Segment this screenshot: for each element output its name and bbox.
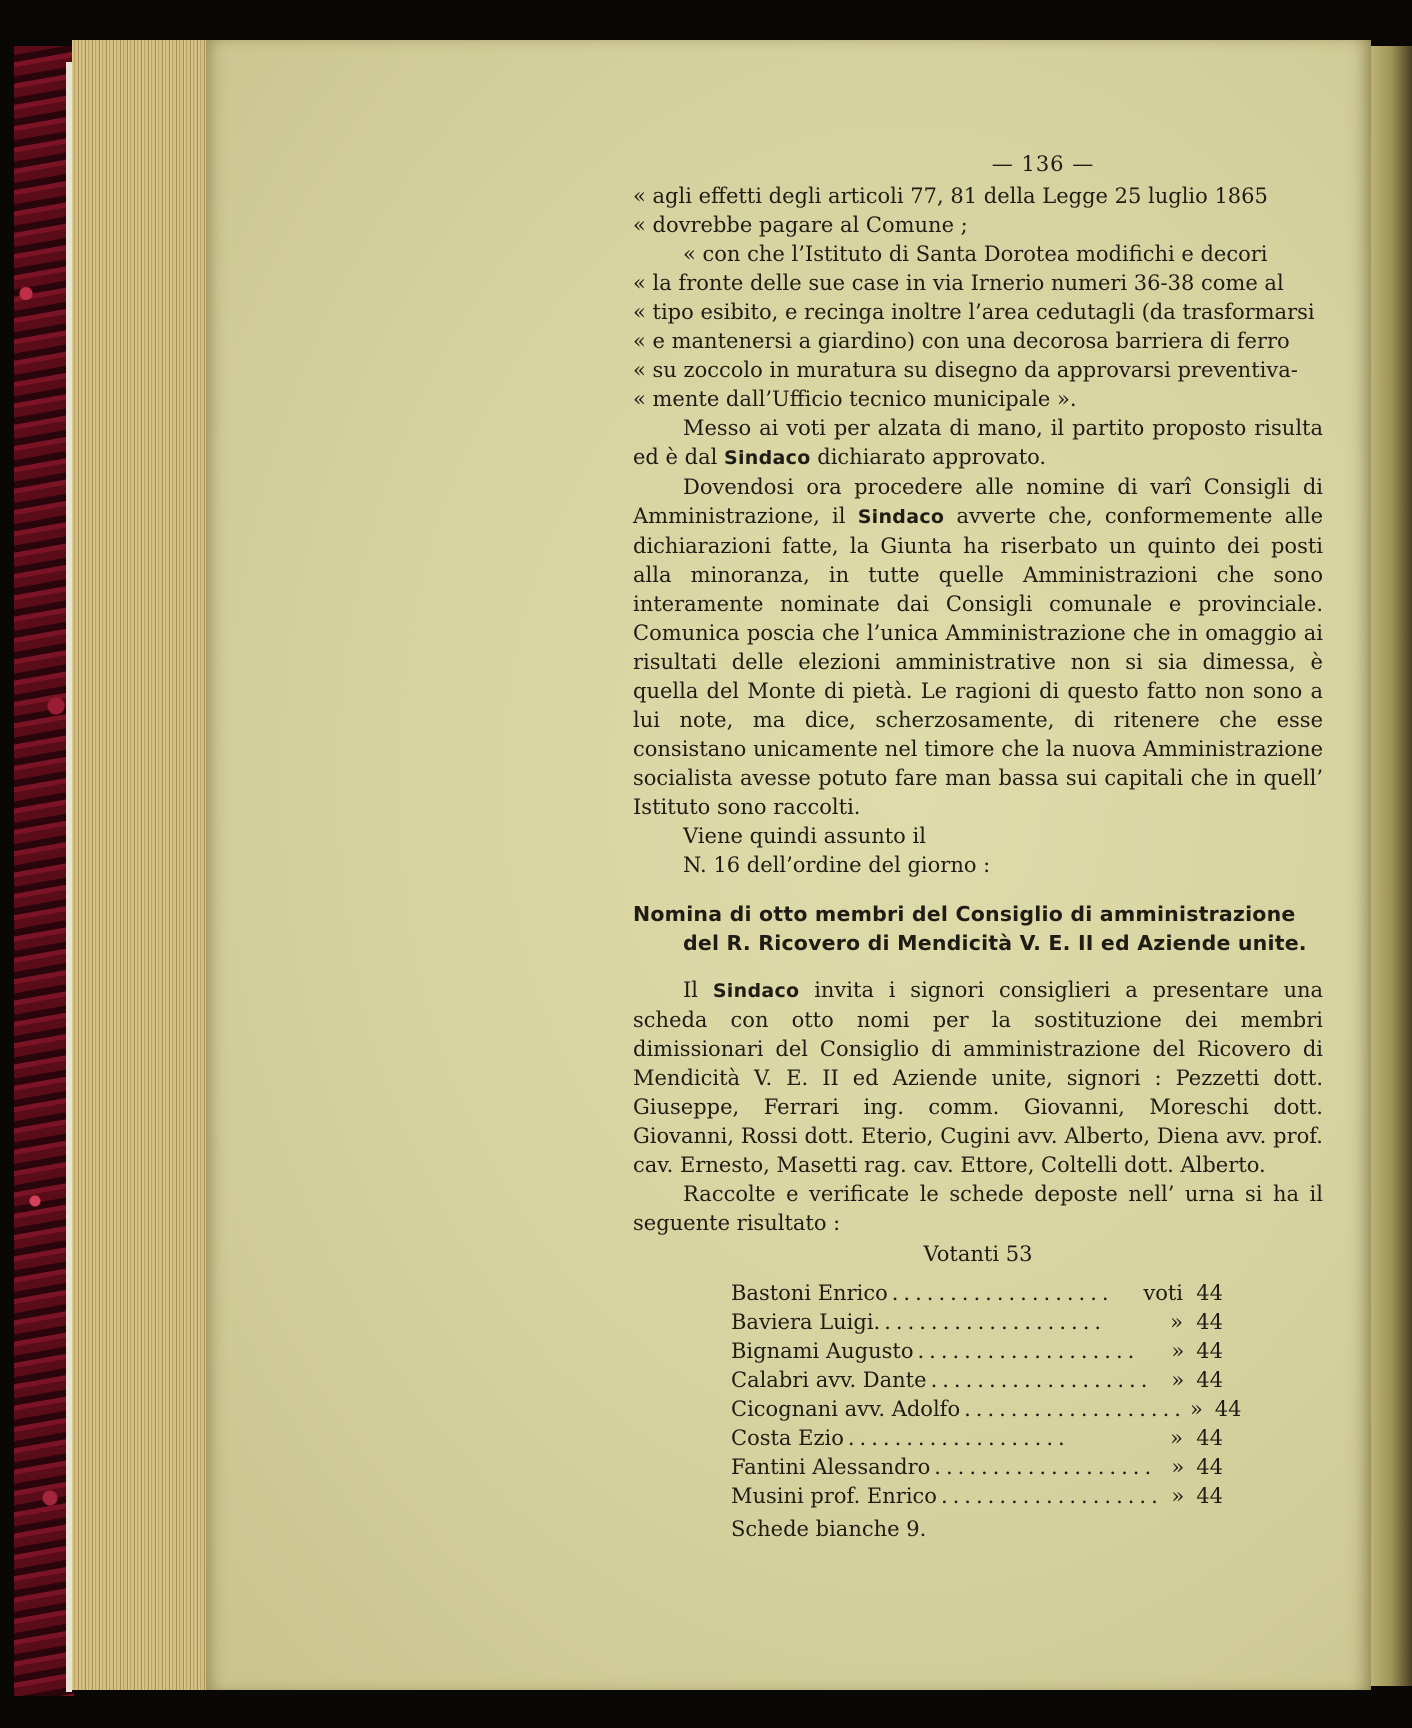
result-row [731, 1308, 1223, 1337]
quote-line: « la fronte delle sue case in via Irnerio numeri 36-38 come al [633, 271, 1284, 295]
leader-dots: ................... [891, 1281, 1114, 1305]
votes-label: » [1171, 1368, 1185, 1392]
sindaco-name: Sindaco [724, 447, 811, 469]
votes-label: voti [1143, 1281, 1183, 1305]
leader-dots: ................... [934, 1455, 1157, 1479]
leader-dots: ................... [917, 1339, 1140, 1363]
text-run: Il [683, 978, 713, 1002]
votes-label: » [1171, 1339, 1185, 1363]
quote-line: « dovrebbe pagare al Comune ; [633, 213, 968, 237]
leader-dots: ................... [964, 1397, 1186, 1421]
sindaco-name: Sindaco [712, 980, 800, 1002]
page-number: — 136 — [991, 152, 1095, 176]
text-run: Messo ai voti per alzata di mano, il partito proposto risulta ed è dal [633, 416, 1323, 469]
candidate-name: Musini prof. Enrico [731, 1484, 937, 1508]
votes-count: 44 [1196, 1368, 1223, 1392]
votes-count: 44 [1196, 1281, 1223, 1305]
result-row [731, 1395, 1242, 1424]
votes-label: » [1171, 1455, 1185, 1479]
leader-dots: ................... [940, 1484, 1163, 1508]
leader-dots: ................... [930, 1368, 1153, 1392]
votes-count: 44 [1196, 1310, 1223, 1334]
result-row [731, 1366, 1223, 1395]
text-run: invita i signori consiglieri a presentare una scheda con otto nomi per la sostituzione dei membri dimissionari del Consiglio di amministrazione del Ricovero di Mendicità V. E. II ed Aziende unite, signori : Pezzetti dott. Giuseppe, Ferrari ing. comm. Giovanni, Moreschi dott. Giovanni, Rossi dott. Eterio, Cugini avv. Alberto, Diena avv. prof. cav. Ernesto, Masetti rag. cav. Ettore, Coltelli dott. Alberto. [633, 978, 1324, 1177]
votes-count: 44 [1214, 1397, 1242, 1421]
candidate-name: Calabri avv. Dante [731, 1368, 927, 1392]
book-binding [14, 46, 74, 1696]
result-row [731, 1424, 1223, 1453]
schede-bianche: Schede bianche 9. [731, 1517, 927, 1541]
leader-dots: ................... [884, 1310, 1107, 1334]
quote-line: « tipo esibito, e recinga inoltre l’area cedutagli (da trasformarsi [633, 300, 1315, 324]
facing-page-edge [1371, 46, 1412, 1686]
result-row [731, 1337, 1223, 1366]
page-stack [72, 40, 214, 1690]
votes-label: » [1189, 1397, 1203, 1421]
leader-dots: ................... [847, 1426, 1070, 1450]
votanti-count: Votanti 53 [923, 1242, 1033, 1266]
paragraph-vote [633, 414, 1323, 473]
votes-label: » [1171, 1484, 1185, 1508]
votes-count: 44 [1196, 1339, 1223, 1363]
result-row [731, 1482, 1223, 1511]
text-run: avverte che, conformemente alle dichiarazioni fatte, la Giunta ha riserbato un quinto dei posti alla minoranza, in tutte quelle Amministrazioni che sono interamente nominate dai Consigli comunale e provinciale. Comunica poscia che l’unica Amministrazione che in omaggio ai risultati delle elezioni amministrative non si sia dimessa, è quella del Monte di pietà. Le ragioni di questo fatto non sono a lui note, ma dice, scherzosamente, di ritenere che esse consistano unicamente nel timore che la nuova Amministrazione socialista avesse potuto fare man bassa sui capitali che in quell’ Istituto sono raccolti. [633, 504, 1323, 819]
quote-line: « mente dall’Ufficio tecnico municipale ». [633, 387, 1077, 411]
votes-count: 44 [1196, 1426, 1223, 1450]
paragraph-raccolte: Raccolte e verificate le schede deposte nell’ urna si ha il seguente risultato : [633, 1182, 1323, 1235]
candidate-name: Bastoni Enrico [731, 1281, 888, 1305]
quote-line: « agli effetti degli articoli 77, 81 della Legge 25 luglio 1865 [633, 184, 1268, 208]
quote-line: « con che l’Istituto di Santa Dorotea modifichi e decori [683, 242, 1268, 266]
candidate-name: Costa Ezio [731, 1426, 844, 1450]
quote-line: « su zoccolo in muratura su disegno da approvarsi preventiva- [633, 358, 1298, 382]
paragraph-invito [633, 976, 1323, 1180]
votes-count: 44 [1196, 1455, 1223, 1479]
text-run: Dovendosi ora procedere alle nomine di varî Consigli di Amministrazione, il [633, 475, 1323, 528]
votes-count: 44 [1196, 1484, 1223, 1508]
votes-label: » [1170, 1310, 1183, 1334]
heading-line-2: del R. Ricovero di Mendicità V. E. II ed Aziende unite. [683, 931, 1307, 955]
page-text [633, 150, 1323, 1544]
candidate-name: Fantini Alessandro [731, 1455, 931, 1479]
heading-line-1: Nomina di otto membri del Consiglio di amministrazione [633, 902, 1296, 926]
candidate-name: Bignami Augusto [731, 1339, 914, 1363]
line-assunto: Viene quindi assunto il [683, 824, 926, 848]
result-row [731, 1279, 1223, 1308]
results-list [731, 1279, 1242, 1511]
quote-line: « e mantenersi a giardino) con una decorosa barriera di ferro [633, 329, 1290, 353]
candidate-name: Cicognani avv. Adolfo [731, 1397, 961, 1421]
line-ordine: N. 16 dell’ordine del giorno : [683, 853, 991, 877]
candidate-name: Baviera Luigi. [731, 1310, 881, 1334]
quoted-resolution [633, 182, 1323, 414]
votes-label: » [1170, 1426, 1183, 1450]
paragraph-nomine [633, 473, 1323, 822]
section-heading [633, 900, 1323, 958]
text-run: dichiarato approvato. [810, 445, 1047, 469]
sindaco-name: Sindaco [857, 506, 945, 528]
result-row [731, 1453, 1223, 1482]
